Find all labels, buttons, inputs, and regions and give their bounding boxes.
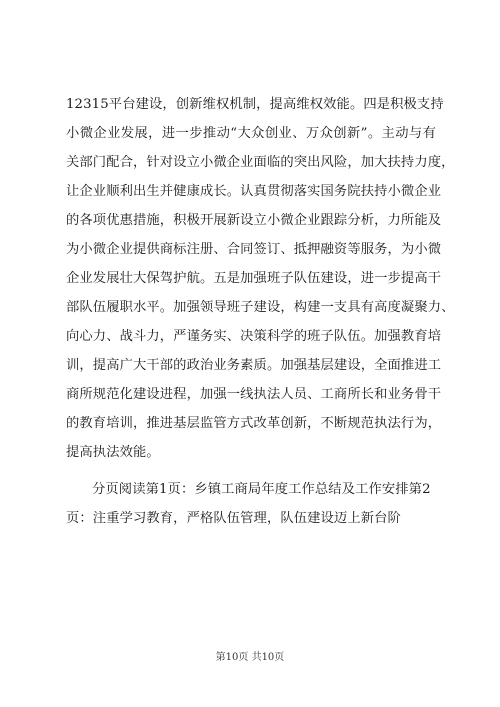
paragraph-line: 训，提高广大干部的政治业务素质。加强基层建设，全面推进工 bbox=[66, 358, 442, 373]
page-nav-line: 分页阅读第1页：乡镇工商局年度工作总结及工作安排第2 bbox=[92, 482, 431, 497]
paragraph-line: 企业发展壮大保驾护航。五是加强班子队伍建设，进一步提高干 bbox=[66, 271, 442, 286]
paragraph-gap bbox=[66, 467, 436, 475]
paragraph-line: 商所规范化建设进程，加强一线执法人员、工商所长和业务骨干 bbox=[66, 387, 442, 402]
paragraph-line: 部队伍履职水平。加强领导班子建设，构建一支具有高度凝聚力、 bbox=[66, 300, 455, 315]
paragraph-line: 的各项优惠措施，积极开展新设立小微企业跟踪分析，力所能及 bbox=[66, 213, 442, 228]
paragraph-line: 关部门配合，针对设立小微企业面临的突出风险，加大扶持力度， bbox=[66, 155, 455, 170]
paragraph-line: 让企业顺利出生并健康成长。认真贯彻落实国务院扶持小微企业 bbox=[66, 184, 442, 199]
paragraph-line-last: 提高执法效能。 bbox=[66, 445, 160, 460]
paragraph-line: 小微企业发展，进一步推动“大众创业、万众创新”。主动与有 bbox=[66, 126, 436, 141]
page-nav-line: 页：注重学习教育，严格队伍管理，队伍建设迈上新台阶 bbox=[66, 511, 401, 526]
paragraph-line: 向心力、战斗力，严谨务实、决策科学的班子队伍。加强教育培 bbox=[66, 329, 442, 344]
document-body bbox=[66, 90, 455, 533]
page-footer: 第10页 共10页 bbox=[215, 652, 285, 663]
paragraph-line: 的教育培训，推进基层监管方式改革创新，不断规范执法行为， bbox=[66, 416, 442, 431]
paragraph-line: 12315平台建设，创新维权机制，提高维权效能。四是积极支持 bbox=[66, 97, 444, 112]
paragraph-line: 为小微企业提供商标注册、合同签订、抵押融资等服务，为小微 bbox=[66, 242, 442, 257]
